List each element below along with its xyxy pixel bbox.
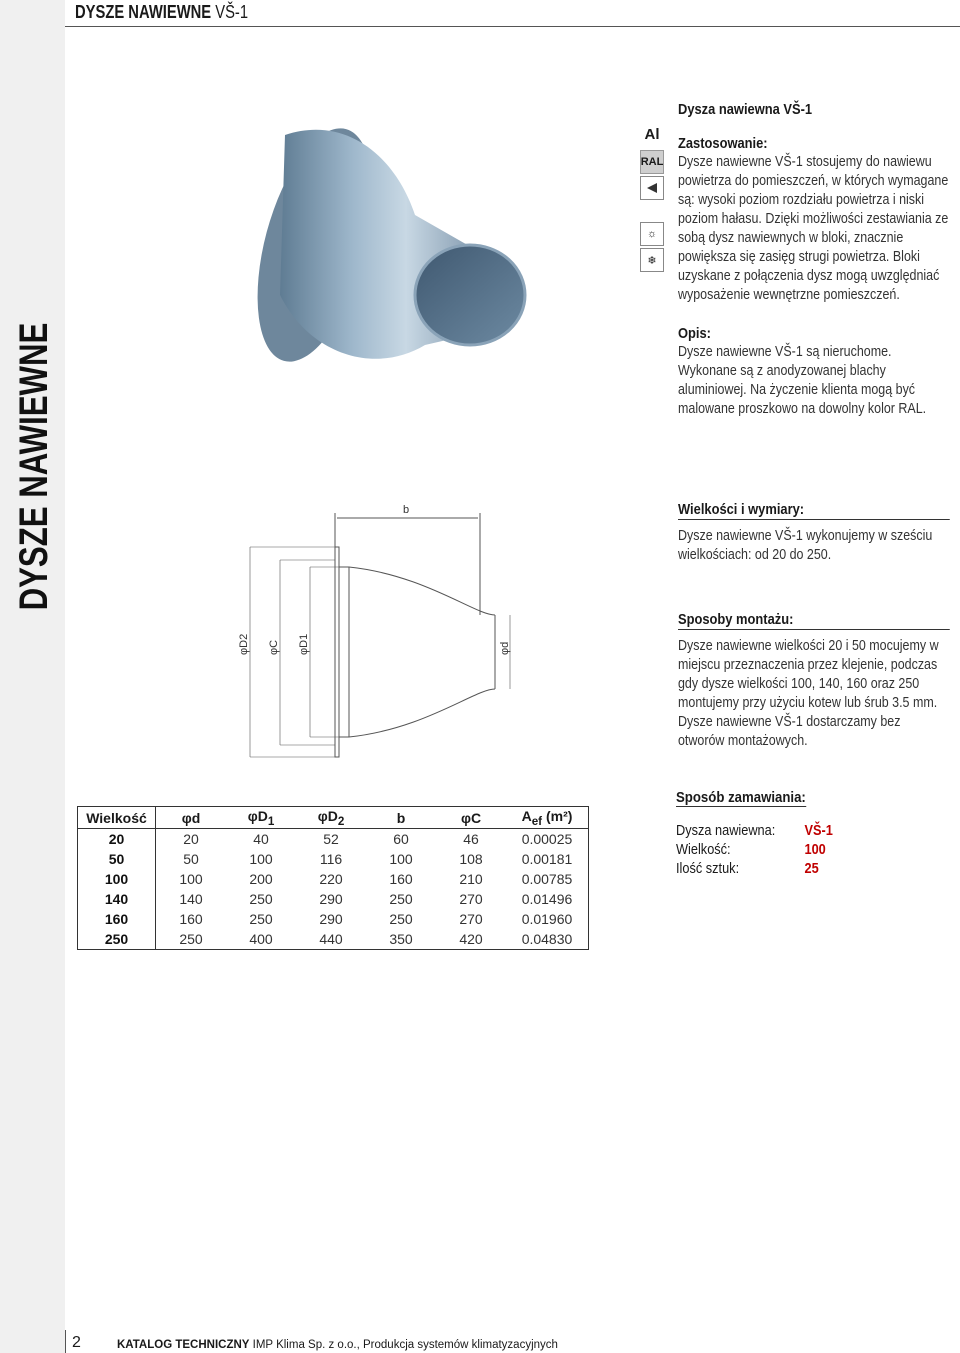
order-label: Dysza nawiewna: <box>676 823 776 839</box>
table-row <box>78 929 589 950</box>
table-cell: 440 <box>319 931 343 947</box>
text-opis: Dysze nawiewne VŠ-1 są nieruchome. Wykonane są z anodyzowanej blachy aluminiowej. Na życzenie klienta mogą być malowane proszkowo na dowolny kolor RAL. <box>678 344 927 417</box>
table-cell: 270 <box>459 911 483 927</box>
order-value: VŠ-1 <box>804 823 833 839</box>
table-cell: 52 <box>323 831 339 847</box>
col-header: $\varphi D_1$ <box>226 807 296 829</box>
heading-order: Sposób zamawiania: <box>676 789 806 806</box>
table-cell: 140 <box>78 889 156 909</box>
label-c: φC <box>268 639 280 655</box>
heading-wielkosci: Wielkości i wymiary: <box>678 500 950 520</box>
label-d2: φD2 <box>238 633 250 655</box>
cooling-snowflake-icon: ❄ <box>640 248 664 272</box>
section-opis <box>678 324 950 419</box>
table-cell: 50 <box>183 851 199 867</box>
text-zastosowanie: Dysze nawiewne VŠ-1 stosujemy do nawiewu powietrza do pomieszczeń, w których wymagane są: wysoki poziom rozdziału powietrza i niski poziom hałasu. Dzięki możliwości zestawiania ze sobą dysz nawiewnych w bloki, znacznie powiększa się zasięg strugi powietrza. Bloki uzyskane z połączenia dysz mogą uwzględniać wyposażenie wewnętrzne pomieszczeń. <box>678 154 949 303</box>
page-title: DYSZE NAWIEWNE VŠ-1 <box>75 2 249 22</box>
table-cell: 160 <box>179 911 203 927</box>
table-cell: 210 <box>459 871 483 887</box>
table-cell: 0.01496 <box>521 891 573 907</box>
table-cell: 250 <box>389 911 413 927</box>
table-cell: 250 <box>249 891 273 907</box>
table-cell: 290 <box>319 911 343 927</box>
table-cell: 140 <box>179 891 203 907</box>
col-header: b <box>366 807 436 829</box>
table-cell: 100 <box>179 871 203 887</box>
order-value: 25 <box>804 861 819 877</box>
table-cell: 40 <box>253 831 269 847</box>
vertical-section-label: DYSZE NAWIEWNE <box>12 322 56 611</box>
order-label: Wielkość: <box>676 842 731 858</box>
feature-icons <box>640 120 664 274</box>
order-value: 100 <box>804 842 826 858</box>
table-cell: 60 <box>393 831 409 847</box>
col-header: Wielkość <box>78 807 156 829</box>
table-header-row <box>78 807 589 829</box>
table-cell: 0.00025 <box>521 831 573 847</box>
ral-icon: RAL <box>640 150 664 174</box>
table-cell: 160 <box>389 871 413 887</box>
table-cell: 250 <box>389 891 413 907</box>
header-rule <box>65 26 960 27</box>
air-direction-icon <box>640 176 664 200</box>
table-cell: 100 <box>78 869 156 889</box>
table-row <box>78 869 589 889</box>
table-row <box>78 889 589 909</box>
col-header: $A_{ef}$ (m²) <box>506 807 589 829</box>
table-cell: 200 <box>249 871 273 887</box>
table-cell: 46 <box>463 831 479 847</box>
table-cell: 250 <box>179 931 203 947</box>
text-montaz: Dysze nawiewne wielkości 20 i 50 mocujemy w miejscu przeznaczenia przez klejenie, podczas gdy dysze wielkości 100, 140, 160 oraz 250 montujemy przy użyciu kotew lub śrub 3.5 mm. Dysze nawiewne VŠ-1 dostarczamy bez otworów montażowych. <box>678 638 939 749</box>
table-cell: 250 <box>78 929 156 950</box>
table-cell: 290 <box>319 891 343 907</box>
footer-text: KATALOG TECHNICZNY IMP Klima Sp. z o.o., Produkcja systemów klimatyzacyjnych <box>117 1339 558 1351</box>
text-wielkosci: Dysze nawiewne VŠ-1 wykonujemy w sześciu wielkościach: od 20 do 250. <box>678 528 933 563</box>
table-row <box>78 909 589 929</box>
section-montaz <box>678 610 950 751</box>
table-cell: 20 <box>78 829 156 850</box>
col-header: φC <box>436 807 506 829</box>
table-cell: 20 <box>183 831 199 847</box>
product-description <box>678 100 950 305</box>
table-cell: 108 <box>459 851 483 867</box>
aluminium-icon: Al <box>640 120 664 148</box>
table-cell: 270 <box>459 891 483 907</box>
table-cell: 400 <box>249 931 273 947</box>
page-number: 2 <box>72 1334 81 1351</box>
table-cell: 350 <box>389 931 413 947</box>
sidebar-band <box>0 0 65 1353</box>
table-row <box>78 849 589 869</box>
heading-montaz: Sposoby montażu: <box>678 610 950 630</box>
product-drawing <box>225 95 555 775</box>
col-header: $\varphi D_2$ <box>296 807 366 829</box>
heating-sun-icon: ☼ <box>640 222 664 246</box>
table-cell: 116 <box>319 851 343 867</box>
table-cell: 0.00181 <box>521 851 573 867</box>
table-cell: 0.01960 <box>521 911 573 927</box>
section-wielkosci <box>678 500 950 565</box>
table-cell: 0.04830 <box>521 931 573 947</box>
footer-rule <box>65 1330 66 1353</box>
table-row <box>78 829 589 850</box>
col-header: φd <box>156 807 227 829</box>
table-cell: 420 <box>459 931 483 947</box>
product-title: Dysza nawiewna VŠ-1 <box>678 101 813 118</box>
table-cell: 100 <box>389 851 413 867</box>
label-b: b <box>403 504 410 516</box>
dimension-drawing <box>250 513 510 757</box>
table-cell: 50 <box>78 849 156 869</box>
heading-opis: Opis: <box>678 325 711 342</box>
label-d: φd <box>499 641 511 655</box>
order-label: Ilość sztuk: <box>676 861 740 877</box>
ordering-section <box>676 789 876 889</box>
table-cell: 160 <box>78 909 156 929</box>
dimension-labels <box>238 504 511 655</box>
heading-zastosowanie: Zastosowanie: <box>678 135 768 152</box>
table-cell: 0.00785 <box>521 871 573 887</box>
label-d1: φD1 <box>298 633 310 655</box>
nozzle-image <box>236 116 525 374</box>
table-cell: 250 <box>249 911 273 927</box>
table-cell: 220 <box>319 871 343 887</box>
dimensions-table <box>77 806 589 950</box>
table-cell: 100 <box>249 851 273 867</box>
